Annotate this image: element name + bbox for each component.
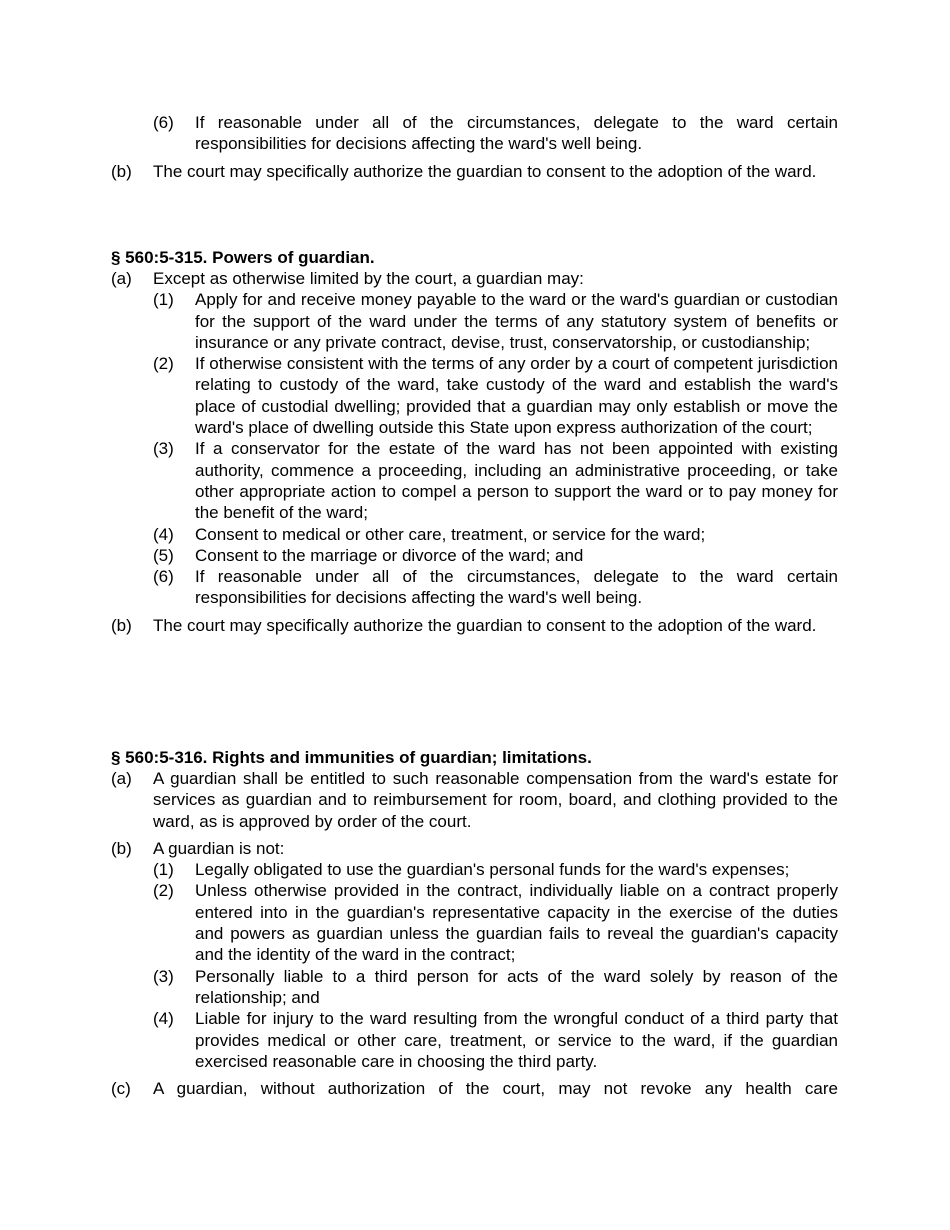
item-text: If reasonable under all of the circumstances, delegate to the ward certain responsibilities for decisions affecting the ward's well being.	[195, 567, 838, 608]
item-label: (1)	[153, 860, 174, 880]
section-heading: § 560:5-315. Powers of guardian.	[111, 248, 375, 267]
item-label: (b)	[111, 615, 132, 635]
list-item	[153, 880, 838, 965]
item-text: Consent to medical or other care, treatment, or service for the ward;	[195, 524, 706, 544]
item-text: A guardian shall be entitled to such reasonable compensation from the ward's estate for services as guardian and to reimbursement for room, board, and clothing provided to the ward, as is approved by order of the court.	[153, 769, 838, 831]
item-text: If a conservator for the estate of the ward has not been appointed with existing authority, commence a proceeding, including an administrative proceeding, or take other appropriate action to compel a person to support the ward or to pay money for the benefit of the ward;	[195, 439, 838, 523]
item-label: (a)	[111, 769, 132, 788]
list-item	[153, 545, 838, 566]
item-label: (6)	[153, 113, 174, 132]
list-item	[153, 966, 838, 1009]
item-text: Legally obligated to use the guardian's personal funds for the ward's expenses;	[195, 860, 790, 880]
item-text: Liable for injury to the ward resulting from the wrongful conduct of a third party that provides medical or other care, treatment, or service to the ward, if the guardian exercised reasonable care in choosing the third party.	[195, 1009, 838, 1071]
item-text: Apply for and receive money payable to the ward or the ward's guardian or custodian for the support of the ward under the terms of any statutory system of benefits or insurance or any private contract, devise, trust, conservatorship, or custodianship;	[195, 290, 838, 352]
item-text: The court may specifically authorize the guardian to consent to the adoption of the ward.	[153, 615, 817, 635]
item-text: Personally liable to a third person for acts of the ward solely by reason of the relationship; and	[195, 966, 838, 1007]
item-text: A guardian is not:	[153, 838, 285, 858]
item-text: Consent to the marriage or divorce of the ward; and	[195, 545, 584, 565]
item-text: If otherwise consistent with the terms of any order by a court of competent jurisdiction relating to custody of the ward, take custody of the ward and establish the ward's place of custodial dwelling; provided that a guardian may only establish or move the ward's place of dwelling outside this State upon express authorization of the court;	[195, 354, 838, 438]
item-label: (b)	[111, 161, 132, 181]
item-label: (3)	[153, 439, 174, 459]
list-item	[153, 859, 838, 880]
item-label: (b)	[111, 838, 132, 858]
list-item	[153, 112, 838, 155]
list-item	[153, 438, 838, 523]
list-item	[111, 838, 838, 859]
item-label: (4)	[153, 1009, 174, 1029]
section-heading: § 560:5-316. Rights and immunities of guardian; limitations.	[111, 748, 592, 767]
section-316-body	[111, 768, 838, 1099]
item-label: (1)	[153, 290, 174, 310]
item-text: If reasonable under all of the circumstances, delegate to the ward certain responsibilities for decisions affecting the ward's well being.	[195, 113, 838, 154]
list-item	[111, 615, 838, 636]
list-item	[153, 1008, 838, 1072]
top-continuation	[111, 112, 838, 182]
item-text: The court may specifically authorize the guardian to consent to the adoption of the ward.	[153, 161, 817, 181]
section-315-body	[111, 268, 838, 636]
item-label: (2)	[153, 881, 174, 901]
item-label: (c)	[111, 1079, 131, 1099]
item-text: Except as otherwise limited by the court, a guardian may:	[153, 269, 584, 288]
list-item	[153, 566, 838, 609]
item-label: (3)	[153, 966, 174, 986]
item-label: (a)	[111, 269, 132, 288]
item-label: (2)	[153, 354, 174, 374]
list-item	[153, 353, 838, 438]
list-item	[111, 768, 838, 832]
list-item	[153, 289, 838, 353]
item-label: (6)	[153, 567, 174, 587]
list-item	[153, 524, 838, 545]
item-label: (4)	[153, 524, 174, 544]
list-item	[111, 161, 838, 182]
item-text: Unless otherwise provided in the contract, individually liable on a contract properly entered into in the guardian's representative capacity in the exercise of the duties and powers as guardian unless the guardian fails to reveal the guardian's capacity and the identity of the ward in the contract;	[195, 881, 838, 965]
list-item	[111, 1078, 838, 1099]
list-item	[111, 268, 838, 289]
item-label: (5)	[153, 545, 174, 565]
item-text: A guardian, without authorization of the court, may not revoke any health care	[153, 1079, 838, 1099]
